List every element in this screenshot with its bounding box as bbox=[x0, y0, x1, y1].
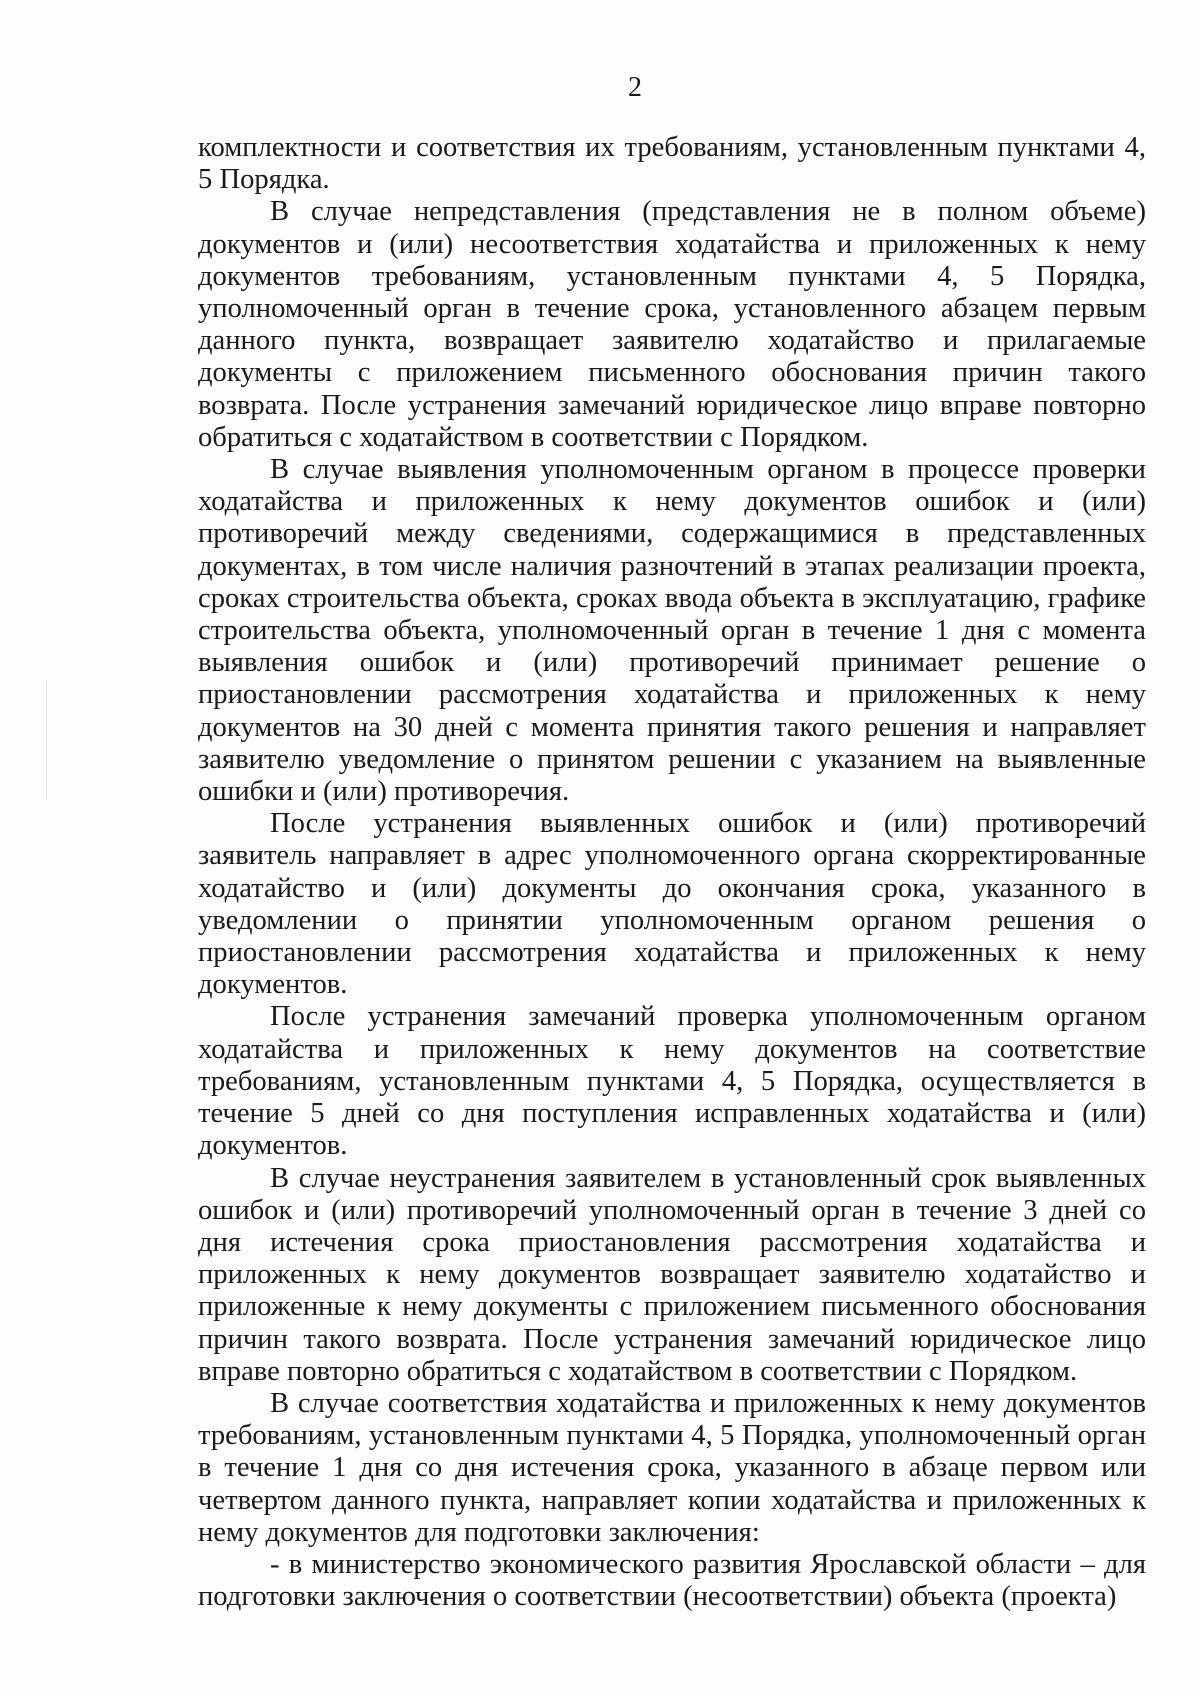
document-body bbox=[198, 132, 1146, 1613]
paragraph: После устранения замечаний проверка уполномоченным органом ходатайства и приложенных к нему документов на соответствие требованиям, установленным пунктами 4, 5 Порядка, осуществляется в течение 5 дней со дня поступления исправленных ходатайства и (или) документов. bbox=[198, 1001, 1146, 1162]
paragraph: В случае неустранения заявителем в установленный срок выявленных ошибок и (или) противоречий уполномоченный орган в течение 3 дней со дня истечения срока приостановления рассмотрения ходатайства и приложенных к нему документов возвращает заявителю ходатайство и приложенные к нему документы с приложением письменного обоснования причин такого возврата. После устранения замечаний юридическое лицо вправе повторно обратиться с ходатайством в соответствии с Порядком. bbox=[198, 1162, 1146, 1387]
paragraph-continuation: комплектности и соответствия их требованиям, установленным пунктами 4, 5 Порядка. bbox=[198, 132, 1146, 196]
paragraph: В случае соответствия ходатайства и приложенных к нему документов требованиям, установленным пунктами 4, 5 Порядка, уполномоченный орган в течение 1 дня со дня истечения срока, указанного в абзаце первом или четвертом данного пункта, направляет копии ходатайства и приложенных к нему документов для подготовки заключения: bbox=[198, 1387, 1146, 1548]
list-item: - в министерство экономического развития Ярославской области – для подготовки заключения о соответствии (несоответствии) объекта (проекта) bbox=[198, 1548, 1146, 1613]
paragraph: В случае непредставления (представления не в полном объеме) документов и (или) несоответствия ходатайства и приложенных к нему документов требованиям, установленным пунктами 4, 5 Порядка, уполномоченный орган в течение срока, установленного абзацем первым данного пункта, возвращает заявителю ходатайство и прилагаемые документы с приложением письменного обоснования причин такого возврата. После устранения замечаний юридическое лицо вправе повторно обратиться с ходатайством в соответствии с Порядком. bbox=[198, 196, 1146, 453]
paragraph: После устранения выявленных ошибок и (или) противоречий заявитель направляет в адрес уполномоченного органа скорректированные ходатайство и (или) документы до окончания срока, указанного в уведомлении о принятии уполномоченным органом решения о приостановлении рассмотрения ходатайства и приложенных к нему документов. bbox=[198, 808, 1146, 1001]
paragraph: В случае выявления уполномоченным органом в процессе проверки ходатайства и приложенных к нему документов ошибок и (или) противоречий между сведениями, содержащимися в представленных документах, в том числе наличия разночтений в этапах реализации проекта, сроках строительства объекта, сроках ввода объекта в эксплуатацию, графике строительства объекта, уполномоченный орган в течение 1 дня с момента выявления ошибок и (или) противоречий принимает решение о приостановлении рассмотрения ходатайства и приложенных к нему документов на 30 дней с момента принятия такого решения и направляет заявителю уведомление о принятом решении с указанием на выявленные ошибки и (или) противоречия. bbox=[198, 454, 1146, 808]
scan-margin-mark bbox=[46, 680, 47, 800]
page-number: 2 bbox=[628, 72, 642, 103]
